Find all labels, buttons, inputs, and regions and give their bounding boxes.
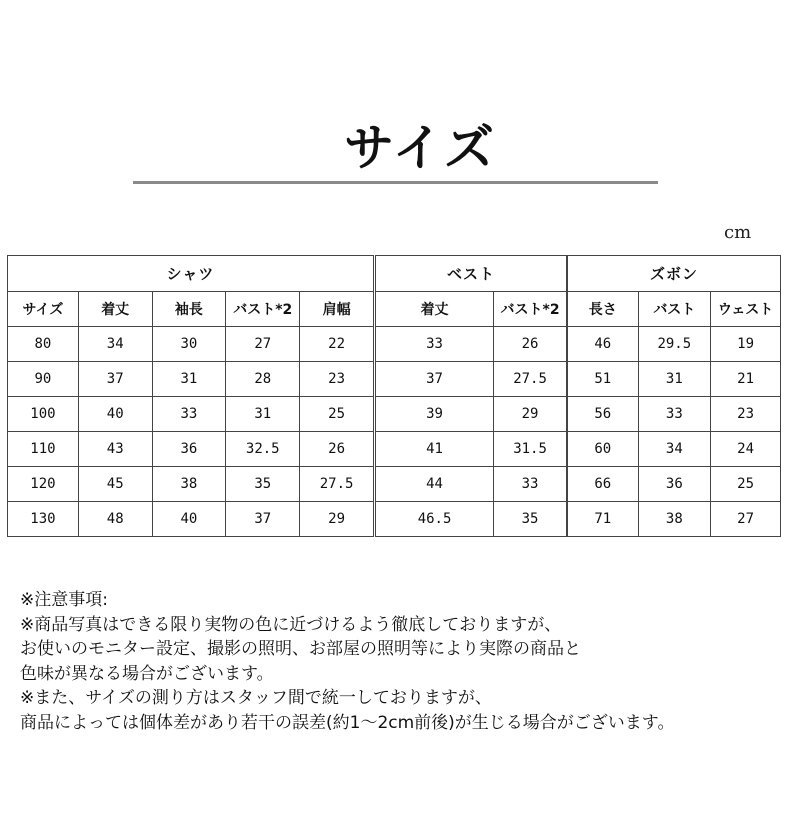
pants-size-table <box>567 255 781 537</box>
table-row <box>568 362 781 397</box>
table-cell: 21 <box>711 362 781 397</box>
table-cell: 80 <box>8 327 79 362</box>
column-header: バスト*2 <box>226 292 300 327</box>
table-row <box>8 397 374 432</box>
table-cell: 25 <box>711 467 781 502</box>
table-cell: 43 <box>78 432 152 467</box>
table-row <box>376 502 567 537</box>
note-line: ※また、サイズの測り方はスタッフ間で統一しておりますが、 <box>20 688 492 708</box>
table-cell: 26 <box>300 432 374 467</box>
table-cell: 31 <box>638 362 711 397</box>
column-header: 長さ <box>568 292 639 327</box>
note-line: お使いのモニター設定、撮影の照明、お部屋の照明等により実際の商品と <box>20 639 581 659</box>
table-cell: 27.5 <box>494 362 567 397</box>
table-cell: 37 <box>226 502 300 537</box>
table-cell: 100 <box>8 397 79 432</box>
table-cell: 38 <box>152 467 226 502</box>
notes-section <box>20 588 798 735</box>
table-cell: 36 <box>638 467 711 502</box>
table-cell: 19 <box>711 327 781 362</box>
title-underline <box>133 181 658 184</box>
table-cell: 26 <box>494 327 567 362</box>
table-cell: 45 <box>78 467 152 502</box>
table-cell: 37 <box>376 362 494 397</box>
table-cell: 33 <box>638 397 711 432</box>
table-cell: 41 <box>376 432 494 467</box>
shirt-header-row <box>8 292 374 327</box>
vest-group-header: ベスト <box>376 256 567 292</box>
table-cell: 46.5 <box>376 502 494 537</box>
table-row <box>8 362 374 397</box>
table-cell: 35 <box>494 502 567 537</box>
table-row <box>568 397 781 432</box>
table-row <box>376 327 567 362</box>
shirt-group-header: シャツ <box>8 256 374 292</box>
table-cell: 40 <box>152 502 226 537</box>
vest-size-table <box>375 255 567 537</box>
column-header: サイズ <box>8 292 79 327</box>
table-row <box>8 327 374 362</box>
table-cell: 27 <box>226 327 300 362</box>
vest-header-row <box>376 292 567 327</box>
unit-label: cm <box>724 222 752 243</box>
table-row <box>568 432 781 467</box>
table-cell: 23 <box>711 397 781 432</box>
table-cell: 33 <box>494 467 567 502</box>
table-row <box>568 327 781 362</box>
table-cell: 35 <box>226 467 300 502</box>
table-cell: 27.5 <box>300 467 374 502</box>
table-cell: 110 <box>8 432 79 467</box>
table-row <box>376 432 567 467</box>
table-cell: 60 <box>568 432 639 467</box>
table-row <box>568 502 781 537</box>
column-header: バスト*2 <box>494 292 567 327</box>
column-header: ウェスト <box>711 292 781 327</box>
table-cell: 40 <box>78 397 152 432</box>
table-cell: 29.5 <box>638 327 711 362</box>
table-cell: 36 <box>152 432 226 467</box>
table-row <box>568 467 781 502</box>
table-cell: 31 <box>226 397 300 432</box>
table-cell: 25 <box>300 397 374 432</box>
table-cell: 34 <box>638 432 711 467</box>
pants-header-row <box>568 292 781 327</box>
table-cell: 37 <box>78 362 152 397</box>
table-cell: 34 <box>78 327 152 362</box>
table-cell: 31.5 <box>494 432 567 467</box>
table-row <box>8 502 374 537</box>
table-cell: 56 <box>568 397 639 432</box>
table-cell: 29 <box>300 502 374 537</box>
table-cell: 22 <box>300 327 374 362</box>
table-row <box>376 467 567 502</box>
column-header: 着丈 <box>78 292 152 327</box>
table-cell: 23 <box>300 362 374 397</box>
table-cell: 33 <box>376 327 494 362</box>
table-cell: 28 <box>226 362 300 397</box>
table-cell: 46 <box>568 327 639 362</box>
column-header: 着丈 <box>376 292 494 327</box>
pants-group-header: ズボン <box>568 256 781 292</box>
table-cell: 39 <box>376 397 494 432</box>
table-cell: 48 <box>78 502 152 537</box>
table-cell: 44 <box>376 467 494 502</box>
notes-heading: ※注意事項: <box>20 590 108 610</box>
table-cell: 66 <box>568 467 639 502</box>
column-header: バスト <box>638 292 711 327</box>
shirt-size-table <box>7 255 374 537</box>
table-cell: 27 <box>711 502 781 537</box>
page-title: サイズ <box>344 119 496 177</box>
note-line: 色味が異なる場合がございます。 <box>20 663 274 684</box>
table-cell: 31 <box>152 362 226 397</box>
table-cell: 130 <box>8 502 79 537</box>
table-cell: 30 <box>152 327 226 362</box>
table-cell: 90 <box>8 362 79 397</box>
table-cell: 120 <box>8 467 79 502</box>
table-row <box>8 432 374 467</box>
table-row <box>8 467 374 502</box>
column-header: 袖長 <box>152 292 226 327</box>
table-cell: 38 <box>638 502 711 537</box>
table-cell: 32.5 <box>226 432 300 467</box>
table-row <box>376 397 567 432</box>
table-cell: 33 <box>152 397 226 432</box>
note-line: 商品によっては個体差があり若干の誤差(約1〜2cm前後)が生じる場合がございます。 <box>20 712 675 733</box>
table-cell: 51 <box>568 362 639 397</box>
table-row <box>376 362 567 397</box>
table-cell: 71 <box>568 502 639 537</box>
column-header: 肩幅 <box>300 292 374 327</box>
table-cell: 24 <box>711 432 781 467</box>
table-cell: 29 <box>494 397 567 432</box>
note-line: ※商品写真はできる限り実物の色に近づけるよう徹底しておりますが、 <box>20 614 562 635</box>
